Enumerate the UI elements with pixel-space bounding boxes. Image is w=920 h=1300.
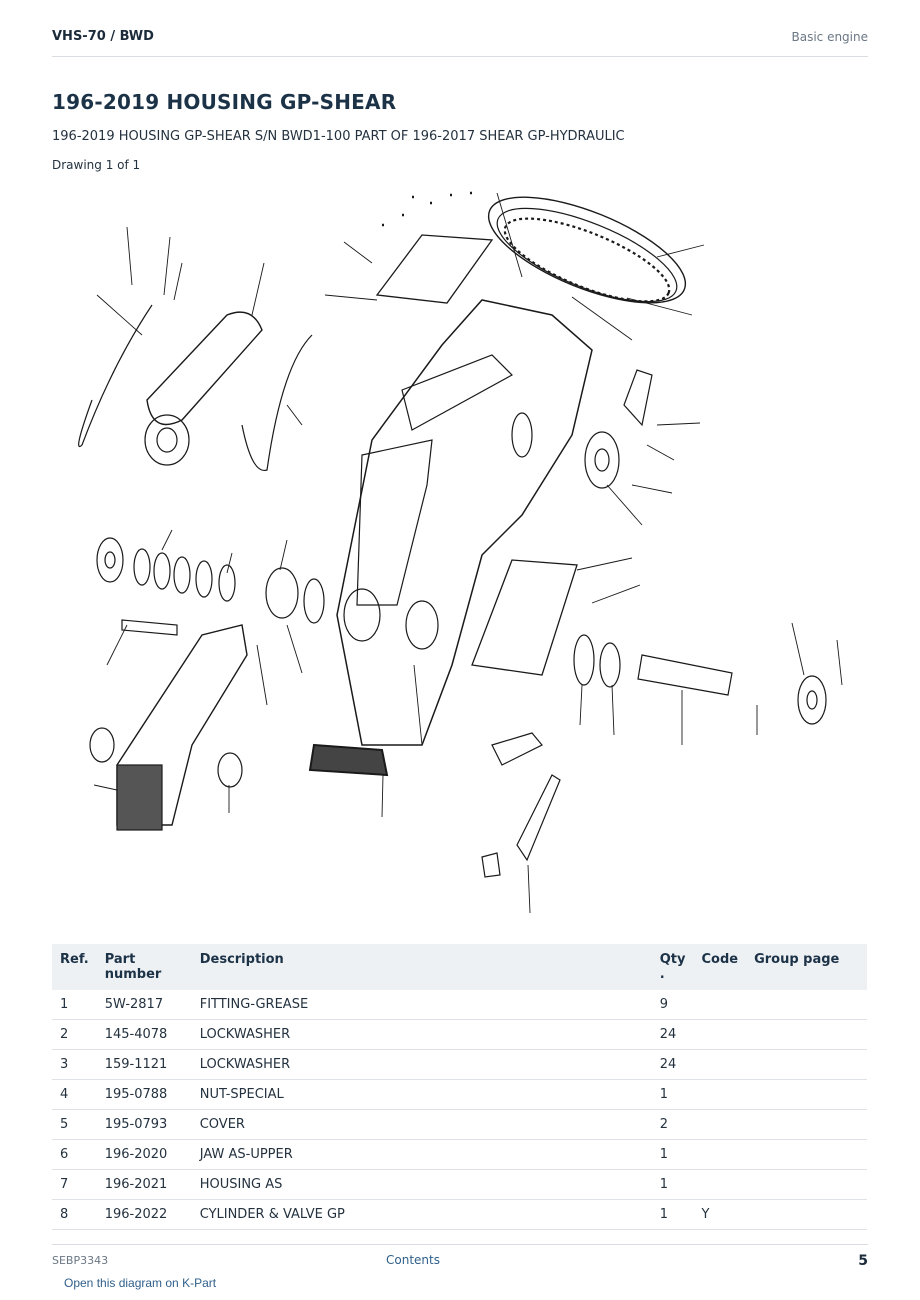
part-number-cell: 195-0788 — [97, 1080, 192, 1110]
ref-cell: 8 — [52, 1200, 97, 1230]
code-cell: Y — [693, 1200, 746, 1230]
parts-table — [52, 944, 867, 1230]
cylinder-drawing — [79, 305, 312, 470]
description-cell: JAW AS-UPPER — [192, 1140, 652, 1170]
code-cell — [693, 1080, 746, 1110]
ref-cell: 3 — [52, 1050, 97, 1080]
page-header — [52, 28, 868, 57]
ref-cell: 5 — [52, 1110, 97, 1140]
col-code: Code — [693, 944, 746, 990]
manifold-blocks-drawing — [482, 733, 560, 877]
kpart-link[interactable]: Open this diagram on K-Part — [64, 1276, 217, 1290]
qty-cell: 1 — [652, 1080, 694, 1110]
description-cell: NUT-SPECIAL — [192, 1080, 652, 1110]
part-number-cell: 196-2020 — [97, 1140, 192, 1170]
ref-cell: 1 — [52, 990, 97, 1020]
page-footer — [52, 1244, 868, 1275]
table-row — [52, 990, 867, 1020]
pin-assembly-drawing — [574, 635, 826, 724]
table-row — [52, 1080, 867, 1110]
housing-body-drawing — [310, 300, 592, 775]
part-number-cell: 145-4078 — [97, 1020, 192, 1050]
ref-cell: 4 — [52, 1080, 97, 1110]
drawing-label: Drawing 1 of 1 — [52, 158, 141, 172]
code-cell — [693, 990, 746, 1020]
page-subtitle: 196-2019 HOUSING GP-SHEAR S/N BWD1-100 PART OF 196-2017 SHEAR GP-HYDRAULIC — [52, 129, 625, 144]
table-row — [52, 1020, 867, 1050]
document-id: SEBP3343 — [52, 1254, 109, 1267]
code-cell — [693, 1170, 746, 1200]
description-cell: HOUSING AS — [192, 1170, 652, 1200]
page-number: 5 — [858, 1253, 868, 1269]
side-cover-drawing — [472, 560, 577, 675]
code-cell — [693, 1110, 746, 1140]
group-page-cell — [746, 1080, 867, 1110]
description-cell: LOCKWASHER — [192, 1050, 652, 1080]
callout-leader-lines — [94, 193, 842, 913]
group-page-cell — [746, 1200, 867, 1230]
ref-cell: 7 — [52, 1170, 97, 1200]
table-row — [52, 1140, 867, 1170]
col-part-number: Part number — [97, 944, 192, 990]
col-qty: Qty . — [652, 944, 694, 990]
exploded-parts-diagram[interactable] — [52, 185, 867, 930]
group-page-cell — [746, 1050, 867, 1080]
description-cell: FITTING-GREASE — [192, 990, 652, 1020]
part-number-cell: 159-1121 — [97, 1050, 192, 1080]
qty-cell: 1 — [652, 1170, 694, 1200]
part-number-cell: 196-2022 — [97, 1200, 192, 1230]
part-number-cell: 5W-2817 — [97, 990, 192, 1020]
table-header-row — [52, 944, 867, 990]
table-row — [52, 1200, 867, 1230]
ref-cell: 6 — [52, 1140, 97, 1170]
description-cell: COVER — [192, 1110, 652, 1140]
col-description: Description — [192, 944, 652, 990]
page-title: 196-2019 HOUSING GP-SHEAR — [52, 90, 397, 114]
description-cell: LOCKWASHER — [192, 1020, 652, 1050]
description-cell: CYLINDER & VALVE GP — [192, 1200, 652, 1230]
qty-cell: 2 — [652, 1110, 694, 1140]
qty-cell: 1 — [652, 1200, 694, 1230]
flange-drawing — [585, 370, 652, 488]
col-ref: Ref. — [52, 944, 97, 990]
code-cell — [693, 1140, 746, 1170]
part-number-cell: 196-2021 — [97, 1170, 192, 1200]
qty-cell: 1 — [652, 1140, 694, 1170]
table-row — [52, 1110, 867, 1140]
model-label: VHS-70 / BWD — [52, 29, 154, 44]
table-row — [52, 1170, 867, 1200]
qty-cell: 24 — [652, 1050, 694, 1080]
code-cell — [693, 1020, 746, 1050]
group-page-cell — [746, 1140, 867, 1170]
group-page-cell — [746, 1170, 867, 1200]
part-number-cell: 195-0793 — [97, 1110, 192, 1140]
qty-cell: 9 — [652, 990, 694, 1020]
qty-cell: 24 — [652, 1020, 694, 1050]
group-page-cell — [746, 1020, 867, 1050]
group-page-cell — [746, 1110, 867, 1140]
table-row — [52, 1050, 867, 1080]
ref-cell: 2 — [52, 1020, 97, 1050]
group-page-cell — [746, 990, 867, 1020]
code-cell — [693, 1050, 746, 1080]
washer-stack-drawing — [97, 538, 324, 623]
top-cover-drawing — [377, 193, 492, 303]
contents-link[interactable]: Contents — [386, 1253, 440, 1267]
col-group-page: Group page — [746, 944, 867, 990]
section-label: Basic engine — [791, 30, 868, 44]
